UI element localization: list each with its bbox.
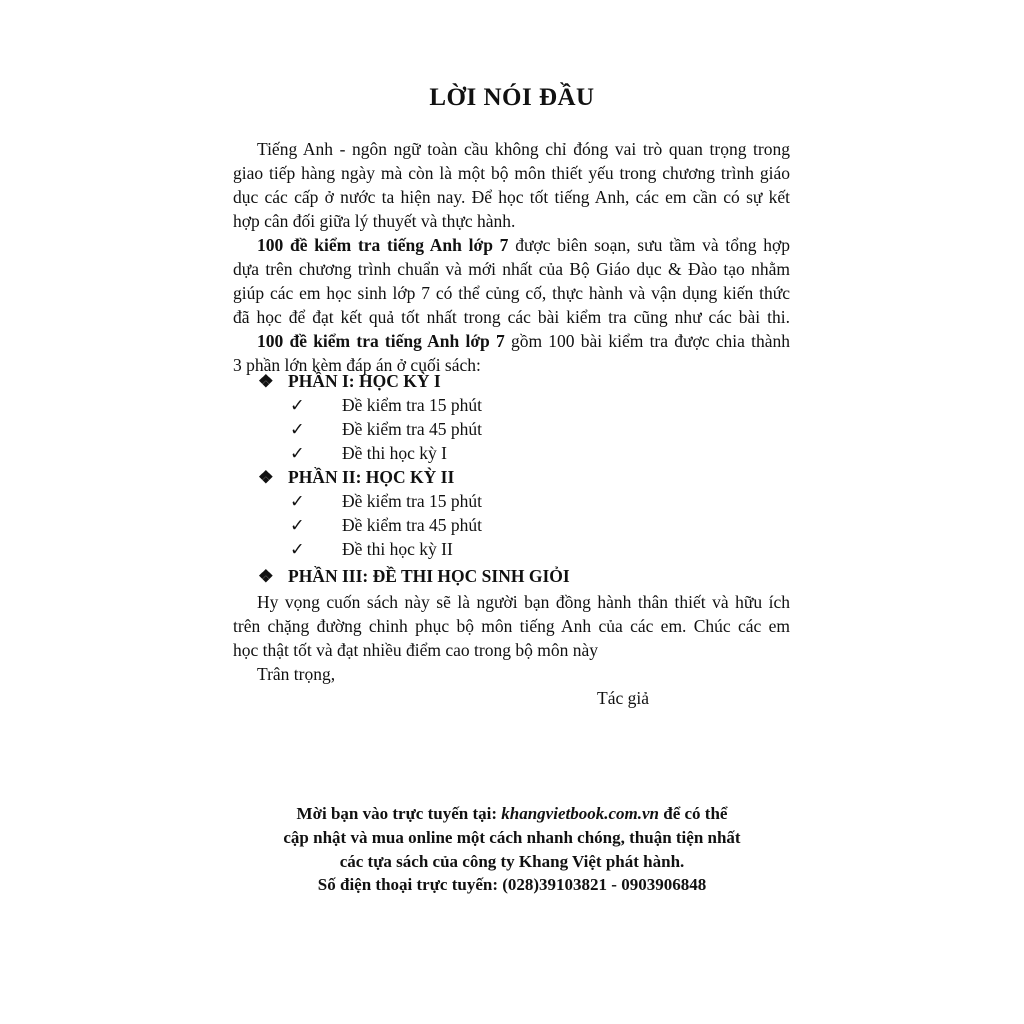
diamond-bullet-icon: ❖ (258, 371, 274, 391)
item-label: Đề kiểm tra 15 phút (342, 491, 482, 511)
section-item (290, 515, 482, 536)
website-link[interactable]: khangvietbook.com.vn (501, 804, 659, 823)
section-label: PHẦN I: HỌC KỲ I (288, 371, 441, 391)
p2-text: được biên soạn, sưu tầm và tổng hợp (508, 235, 790, 255)
page-title: LỜI NÓI ĐẦU (429, 84, 595, 111)
check-icon: ✓ (290, 515, 305, 535)
intro-line: hợp cân đối giữa lý thuyết và thực hành. (233, 211, 516, 231)
p3-line: 3 phần lớn kèm đáp án ở cuối sách: (233, 355, 481, 375)
footer-line: các tựa sách của công ty Khang Việt phát hành. (339, 852, 685, 871)
section-heading (258, 371, 441, 392)
section-item (290, 491, 482, 512)
p3-line (257, 329, 790, 353)
regards: Trân trọng, (257, 664, 336, 684)
check-icon: ✓ (290, 491, 305, 511)
diamond-bullet-icon: ❖ (258, 467, 274, 487)
section-label: PHẦN II: HỌC KỲ II (288, 467, 455, 487)
check-icon: ✓ (290, 539, 305, 559)
p2-line: dựa trên chương trình chuẩn và mới nhất của Bộ Giáo dục & Đào tạo nhằm (233, 259, 790, 279)
author: Tác giả (597, 688, 649, 708)
item-label: Đề thi học kỳ I (342, 443, 447, 463)
item-label: Đề kiểm tra 45 phút (342, 515, 482, 535)
footer-text: Mời bạn vào trực tuyến tại: (296, 804, 502, 823)
p2-line: giúp các em học sinh lớp 7 có thể củng cố, thực hành và vận dụng kiến thức (233, 283, 790, 303)
footer-line (0, 804, 1024, 824)
intro-line: dục các cấp ở nước ta hiện nay. Để học tốt tiếng Anh, các em cần có sự kết (233, 187, 790, 207)
section-heading (258, 467, 454, 488)
section-heading (258, 566, 570, 587)
book-title: 100 đề kiểm tra tiếng Anh lớp 7 (257, 235, 509, 255)
item-label: Đề kiểm tra 45 phút (342, 419, 482, 439)
footer-phone: Số điện thoại trực tuyến: (028)39103821 - 0903906848 (317, 875, 707, 894)
footer-text: để có thể (658, 804, 728, 823)
p2-line (257, 233, 790, 257)
diamond-bullet-icon: ❖ (258, 566, 274, 586)
book-title: 100 đề kiểm tra tiếng Anh lớp 7 (257, 331, 505, 351)
closing-line: Hy vọng cuốn sách này sẽ là người bạn đồng hành thân thiết và hữu ích (257, 592, 790, 612)
closing-line: học thật tốt và đạt nhiều điểm cao trong bộ môn này (233, 640, 598, 660)
section-item (290, 539, 453, 560)
p2-line: đã học để đạt kết quả tốt nhất trong các bài kiểm tra cũng như các bài thi. (233, 307, 790, 327)
intro-line: giao tiếp hàng ngày mà còn là một bộ môn thiết yếu trong chương trình giáo (233, 163, 790, 183)
closing-line: trên chặng đường chinh phục bộ môn tiếng Anh của các em. Chúc các em (233, 616, 790, 636)
section-label: PHẦN III: ĐỀ THI HỌC SINH GIỎI (288, 566, 570, 586)
intro-line: Tiếng Anh - ngôn ngữ toàn cầu không chỉ đóng vai trò quan trọng trong (257, 139, 790, 159)
section-item (290, 419, 482, 440)
item-label: Đề thi học kỳ II (342, 539, 453, 559)
item-label: Đề kiểm tra 15 phút (342, 395, 482, 415)
check-icon: ✓ (290, 443, 305, 463)
section-item (290, 443, 447, 464)
p3-text: gồm 100 bài kiểm tra được chia thành (504, 331, 790, 351)
section-item (290, 395, 482, 416)
footer-line: cập nhật và mua online một cách nhanh chóng, thuận tiện nhất (283, 828, 741, 847)
check-icon: ✓ (290, 395, 305, 415)
check-icon: ✓ (290, 419, 305, 439)
